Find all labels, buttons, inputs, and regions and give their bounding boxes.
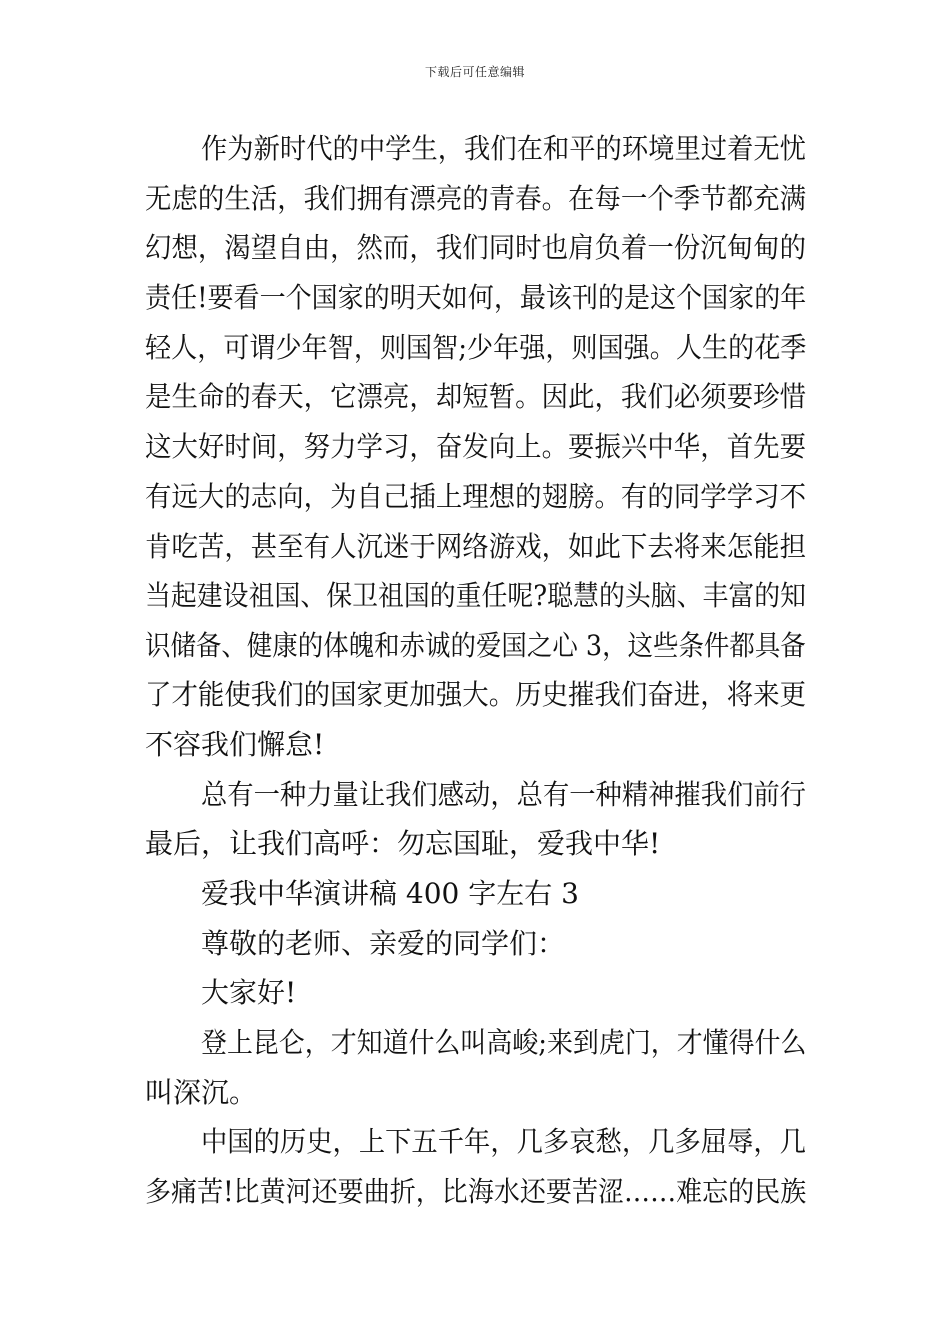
greeting: 大家好!: [201, 976, 297, 1009]
text-line: 轻人，可谓少年智，则国智;少年强，则国强。人生的花季: [145, 331, 807, 364]
text-line: 登上昆仑，才知道什么叫高峻;来到虎门，才懂得什么: [201, 1026, 807, 1059]
text-line: 不容我们懈怠!: [145, 728, 325, 761]
text-line: 识储备、健康的体魄和赤诚的爱国之心 3，这些条件都具备: [145, 629, 806, 662]
text-line: 幻想，渴望自由，然而，我们同时也肩负着一份沉甸甸的: [145, 231, 807, 264]
text-line: 多痛苦!比黄河还要曲折，比海水还要苦涩……难忘的民族: [145, 1175, 807, 1208]
text-line: 这大好时间，努力学习，奋发向上。要振兴中华，首先要: [145, 430, 807, 463]
text-line: 无虑的生活，我们拥有漂亮的青春。在每一个季节都充满: [145, 182, 807, 215]
text-line: 最后，让我们高呼：勿忘国耻，爱我中华!: [145, 827, 661, 860]
text-line: 总有一种力量让我们感动，总有一种精神摧我们前行: [201, 778, 806, 811]
text-line: 了才能使我们的国家更加强大。历史摧我们奋进，将来更: [145, 678, 807, 711]
text-line: 是生命的春天，它漂亮，却短暂。因此，我们必须要珍惜: [145, 380, 807, 413]
salutation: 尊敬的老师、亲爱的同学们：: [201, 927, 566, 960]
text-line: 当起建设祖国、保卫祖国的重任呢?聪慧的头脑、丰富的知: [145, 579, 807, 612]
text-line: 有远大的志向，为自己插上理想的翅膀。有的同学学习不: [145, 480, 807, 513]
text-line: 中国的历史，上下五千年，几多哀愁，几多屈辱，几: [201, 1125, 806, 1158]
section-title: 爱我中华演讲稿 400 字左右 3: [201, 877, 579, 910]
text-line: 肯吃苦，甚至有人沉迷于网络游戏，如此下去将来怎能担: [145, 530, 807, 563]
text-line: 责任!要看一个国家的明天如何，最该刊的是这个国家的年: [145, 281, 807, 314]
page-header: 下载后可任意编辑: [424, 65, 525, 79]
text-line: 作为新时代的中学生，我们在和平的环境里过着无忧: [201, 132, 806, 165]
text-line: 叫深沉。: [145, 1076, 258, 1109]
